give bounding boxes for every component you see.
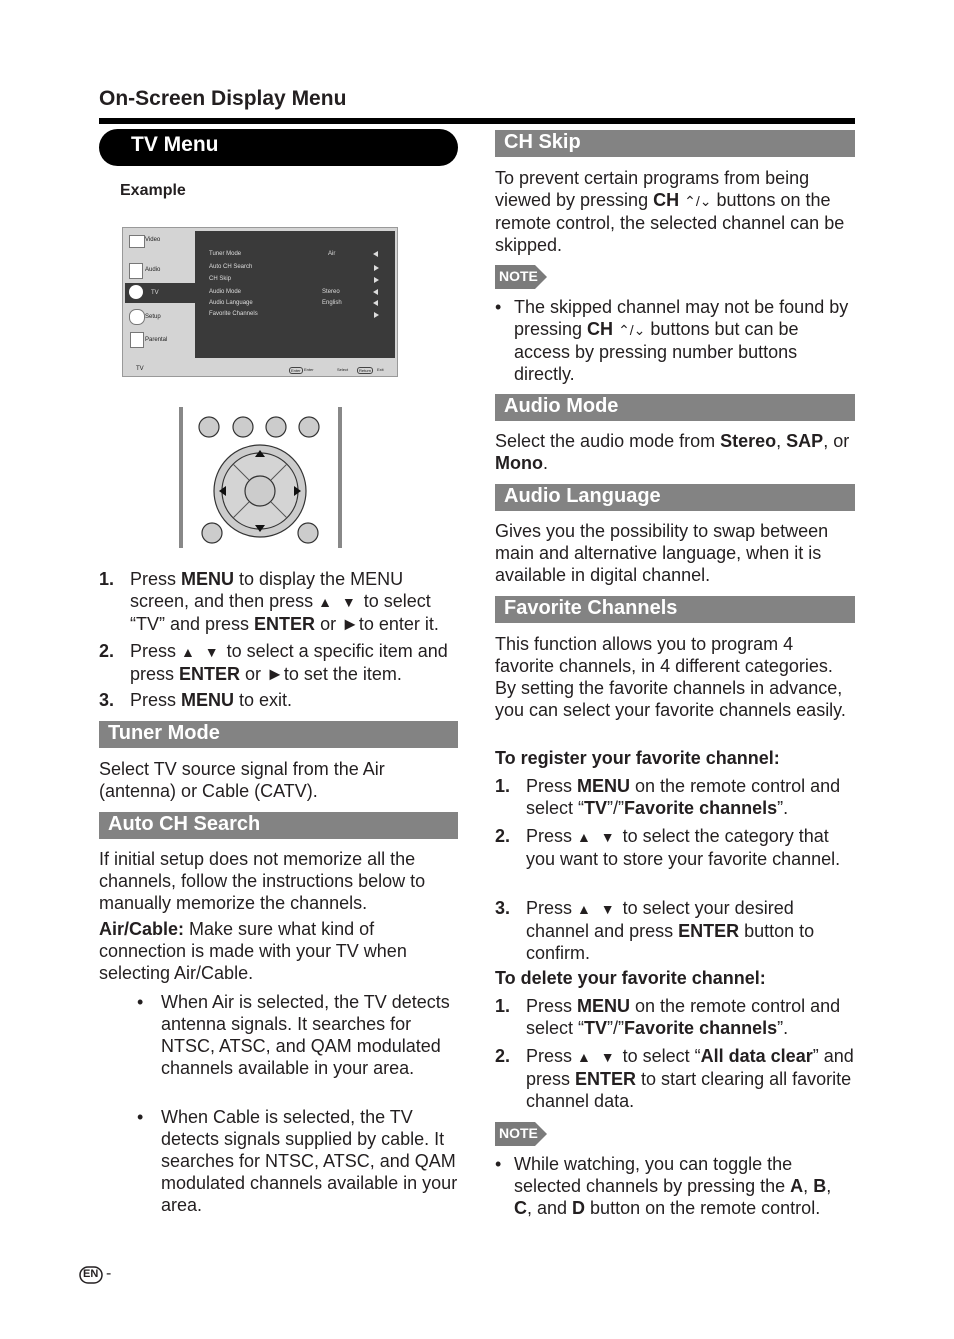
menu-sidebar-setup: Setup <box>145 314 161 320</box>
menu-footer-exit: Exit <box>377 367 384 372</box>
ch-up-down-icon: ⌃/⌄ <box>618 322 646 338</box>
tv-icon <box>129 285 143 299</box>
note-badge: NOTE <box>495 1122 547 1146</box>
language-badge: EN <box>79 1266 103 1289</box>
menu-row-value: English <box>322 300 342 306</box>
step-item <box>99 568 459 634</box>
list-item: • When Cable is selected, the TV detects signals supplied by cable. It searches for NTSC, ATSC, and QAM modulated channels available in your area. <box>137 1107 458 1215</box>
audio-language-heading: Audio Language <box>495 484 855 511</box>
list-item: • The skipped channel may not be found by pressing CH ⌃/⌄ buttons but can be access by pressing number buttons directly. <box>495 297 849 384</box>
menu-row-label: Auto CH Search <box>209 264 253 270</box>
menu-footer-select: Select <box>337 367 349 372</box>
audio-language-body: Gives you the possibility to swap between main and alternative language, when it is available in digital channel. <box>495 521 829 585</box>
page-number-dash: - <box>106 1265 112 1282</box>
step-text: Press MENU to display the MENU screen, and then press ▲ ▼ to select “TV” and press ENTER or ►to enter it. <box>130 569 439 634</box>
title-rule <box>99 118 855 124</box>
menu-row-label: Audio Language <box>209 300 253 306</box>
tuner-mode-body: Select TV source signal from the Air (antenna) or Cable (CATV). <box>99 759 385 801</box>
auto-ch-search-body: If initial setup does not memorize all the channels, follow the instructions below to manually memorize the channels. <box>99 849 426 913</box>
page-title: On-Screen Display Menu <box>99 87 347 110</box>
return-key-icon: Return <box>359 368 372 373</box>
step-item: 2. Press ▲ ▼ to select “All data clear” and press ENTER to start clearing all favorite channel data. <box>495 1046 854 1111</box>
step-item: 3. Press ▲ ▼ to select your desired channel and press ENTER button to confirm. <box>495 898 815 963</box>
menu-sidebar-tv: TV <box>151 290 159 296</box>
ch-up-down-icon: ⌃/⌄ <box>684 193 712 209</box>
ch-skip-heading: CH Skip <box>495 130 855 157</box>
step-item: 1. Press MENU on the remote control and select “TV”/”Favorite channels”. <box>495 996 841 1038</box>
menu-screenshot <box>122 227 398 377</box>
step-item <box>99 640 459 684</box>
menu-footer-enter: Enter <box>304 367 314 372</box>
menu-row-label: CH Skip <box>209 276 232 282</box>
menu-row-label: Favorite Channels <box>209 311 258 317</box>
menu-row-value: Stereo <box>322 289 340 295</box>
list-item: • When Air is selected, the TV detects antenna signals. It searches for NTSC, ATSC, and QAM modulated channels available in your area. <box>137 992 450 1078</box>
step-number: 2. <box>99 641 115 661</box>
audio-mode-heading: Audio Mode <box>495 394 855 421</box>
favorite-channels-heading: Favorite Channels <box>495 596 855 623</box>
menu-sidebar-audio: Audio <box>145 267 161 273</box>
favorite-channels-body: This function allows you to program 4 favorite channels, in 4 different categories. By setting the favorite channels in advance, you can select your favorite channels easily. <box>495 634 846 720</box>
audio-mode-body: Select the audio mode from Stereo, SAP, or Mono. <box>495 431 850 473</box>
tv-menu-heading: TV Menu <box>99 129 458 166</box>
menu-sidebar-parental: Parental <box>145 337 168 343</box>
menu-row-value: Air <box>328 251 336 257</box>
step-item: 1. Press MENU on the remote control and select “TV”/”Favorite channels”. <box>495 776 841 818</box>
example-label: Example <box>120 182 186 199</box>
menu-footer-tv: TV <box>136 366 144 372</box>
ch-skip-body: To prevent certain programs from being viewed by pressing CH ⌃/⌄ buttons on the remote control, the selected channel can be skipped. <box>495 168 845 255</box>
step-number: 3. <box>99 690 115 710</box>
step-number: 1. <box>99 569 115 589</box>
air-cable-paragraph: Air/Cable: Make sure what kind of connection is made with your TV when selecting Air/Cable. <box>99 919 407 983</box>
menu-row-arrow-icons <box>372 250 380 320</box>
gear-icon <box>129 309 145 325</box>
video-icon <box>129 235 145 248</box>
note-badge: NOTE <box>495 265 547 289</box>
menu-row-label: Tuner Mode <box>209 251 242 257</box>
delete-heading: To delete your favorite channel: <box>495 968 766 988</box>
enter-key-icon: Enter <box>291 368 301 373</box>
step-text: Press MENU to exit. <box>130 690 293 710</box>
list-item: • While watching, you can toggle the selected channels by pressing the A, B, C, and D button on the remote control. <box>495 1154 832 1218</box>
step-item <box>99 689 459 711</box>
step-text: Press ▲ ▼ to select a specific item and press ENTER or ►to set the item. <box>130 641 448 684</box>
speaker-icon <box>129 263 143 279</box>
remote-control-illustration <box>178 407 343 550</box>
register-heading: To register your favorite channel: <box>495 748 780 768</box>
step-item: 2. Press ▲ ▼ to select the category that you want to store your favorite channel. <box>495 826 841 869</box>
tuner-mode-heading: Tuner Mode <box>99 721 458 748</box>
lock-icon <box>130 332 144 348</box>
menu-row-label: Audio Mode <box>209 289 242 295</box>
auto-ch-search-heading: Auto CH Search <box>99 812 458 839</box>
menu-sidebar-video: Video <box>145 237 161 243</box>
